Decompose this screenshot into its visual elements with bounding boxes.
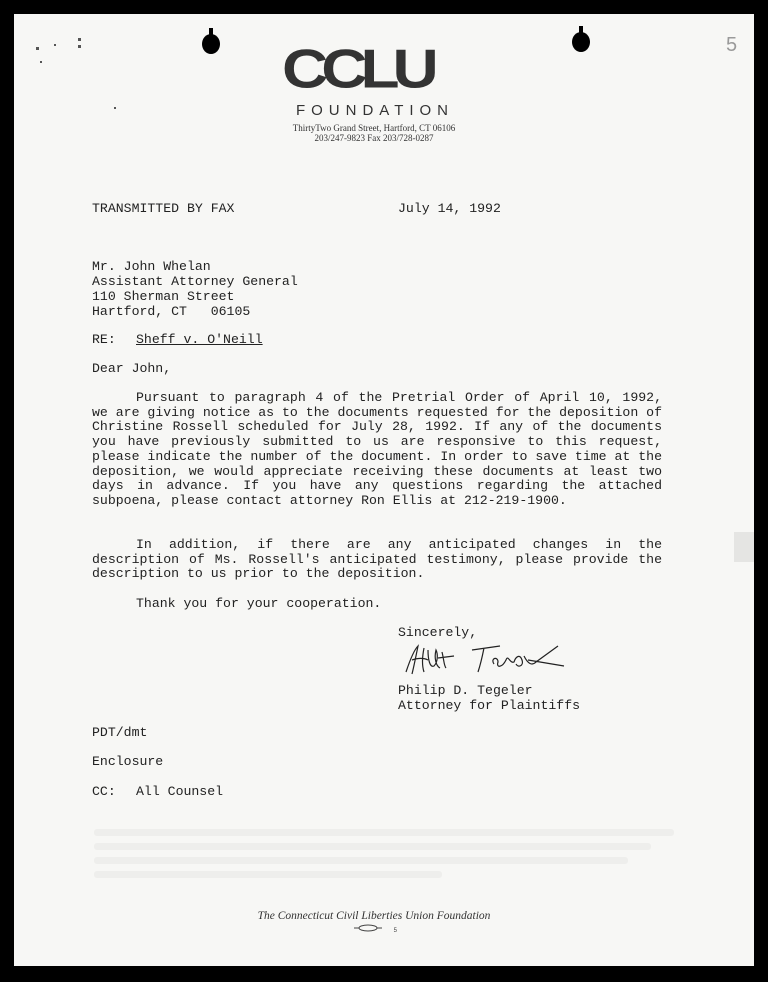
- initials: PDT/dmt: [92, 725, 148, 740]
- cc-label: CC:: [92, 784, 116, 799]
- page-number: 5: [726, 34, 738, 56]
- closing: Sincerely,: [398, 625, 478, 640]
- signature: [398, 638, 568, 678]
- re-label: RE:: [92, 332, 116, 347]
- recipient-name: Mr. John Whelan: [92, 259, 211, 274]
- re-case: Sheff v. O'Neill: [136, 332, 263, 347]
- punch-hole-left: [202, 34, 220, 54]
- recipient-street: 110 Sherman Street: [92, 289, 235, 304]
- letter-page: [14, 14, 754, 966]
- union-bug: [352, 924, 397, 934]
- foundation-wordmark: FOUNDATION: [295, 102, 455, 119]
- cclu-logo: CCLU: [282, 37, 432, 100]
- bleed-through-text: [94, 829, 674, 889]
- body-paragraph-2: In addition, if there are any anticipated changes in the description of Ms. Rossell's anticipated testimony, please provide the description to us prior to the deposition.: [92, 537, 662, 582]
- signer-name: Philip D. Tegeler: [398, 683, 533, 698]
- signer-title: Attorney for Plaintiffs: [398, 698, 581, 713]
- letterhead-phone: 203/247-9823 Fax 203/728-0287: [314, 133, 434, 143]
- letterhead-address: ThirtyTwo Grand Street, Hartford, CT 06106: [292, 123, 456, 133]
- cc-value: All Counsel: [136, 784, 224, 799]
- letter-date: July 14, 1992: [398, 201, 501, 216]
- punch-hole-right: [572, 32, 590, 52]
- transmit-note: TRANSMITTED BY FAX: [92, 201, 235, 216]
- body-paragraph-1: Pursuant to paragraph 4 of the Pretrial Order of April 10, 1992, we are giving notice as to the documents requested for the deposition of Christine Rossell scheduled for July 28, 1992. If any of the documents you have previously submitted to us are responsive to this request, please indicate the number of the document. In order to save time at the deposition, we would appreciate receiving these documents at least two days in advance. If you have any questions regarding the attached subpoena, please contact attorney Ron Ellis at 212-219-1900.: [92, 390, 662, 508]
- footer: The Connecticut Civil Liberties Union Foundation: [257, 910, 491, 922]
- recipient-city: Hartford, CT 06105: [92, 304, 251, 319]
- scan-edge-mark: [734, 532, 754, 562]
- enclosure: Enclosure: [92, 754, 164, 769]
- recipient-title: Assistant Attorney General: [92, 274, 298, 289]
- salutation: Dear John,: [92, 361, 172, 376]
- union-bug-icon: [352, 924, 392, 932]
- union-bug-number: 5: [393, 928, 398, 934]
- body-paragraph-3: Thank you for your cooperation.: [136, 596, 382, 611]
